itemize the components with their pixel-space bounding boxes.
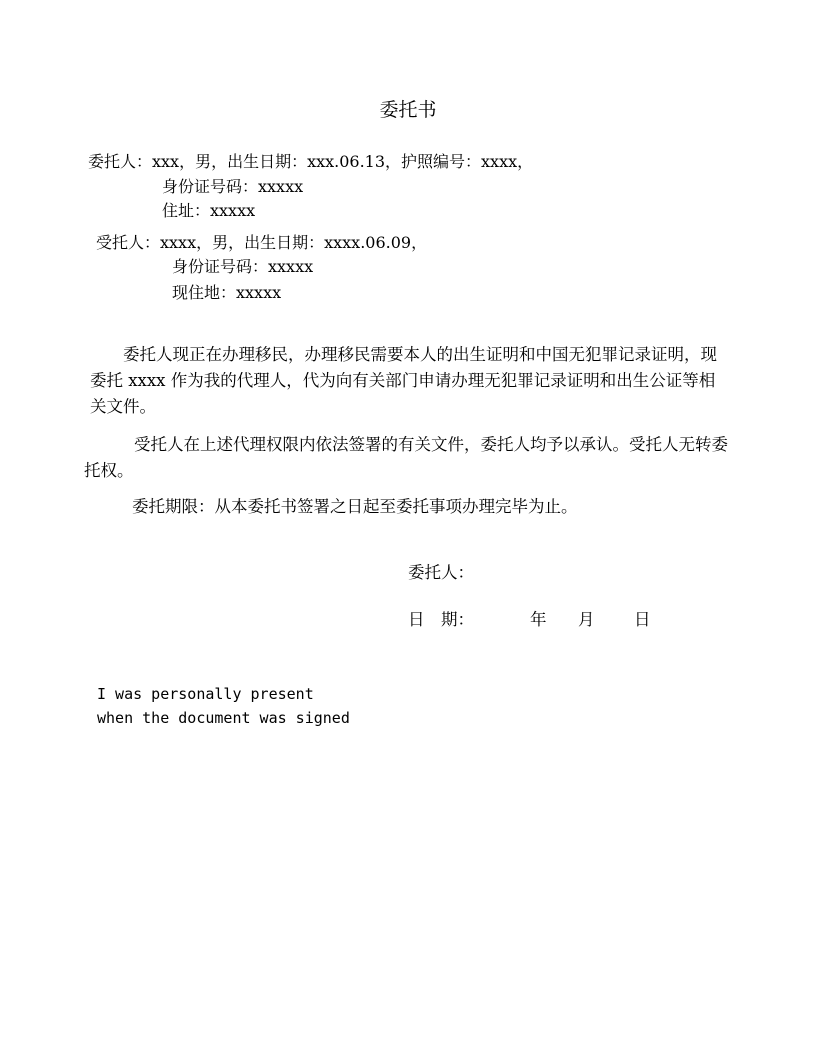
witness-note-line-2: when the document was signed [97,709,350,727]
principal-signature-label: 委托人： [408,563,474,582]
date-day-label: 日 [634,610,651,629]
principal-address: 住址：xxxxx [162,201,256,220]
date-label: 日 期： [408,610,474,629]
principal-info-line-1: 委托人：xxx，男，出生日期：xxx.06.13，护照编号：xxxx， [88,152,534,171]
agent-address: 现住地：xxxxx [172,283,282,302]
body-paragraph-3: 委托期限：从本委托书签署之日起至委托事项办理完毕为止。 [132,497,578,516]
witness-note-line-1: I was personally present [97,685,314,703]
agent-id-number: 身份证号码：xxxxx [172,257,314,276]
principal-id-number: 身份证号码：xxxxx [162,177,304,196]
document-title: 委托书 [379,99,437,121]
signature-date-line [408,608,668,632]
body-paragraph-1: 委托人现正在办理移民，办理移民需要本人的出生证明和中国无犯罪记录证明，现委托 xxxx 作为我的代理人，代为向有关部门申请办理无犯罪记录证明和出生公证等相关文件。 [90,345,717,416]
date-year-label: 年 [530,610,547,629]
agent-info-line-1: 受托人：xxxx，男，出生日期：xxxx.06.09， [96,233,428,252]
date-month-label: 月 [578,610,595,629]
body-paragraph-2: 受托人在上述代理权限内依法签署的有关文件，委托人均予以承认。受托人无转委托权。 [84,435,728,480]
